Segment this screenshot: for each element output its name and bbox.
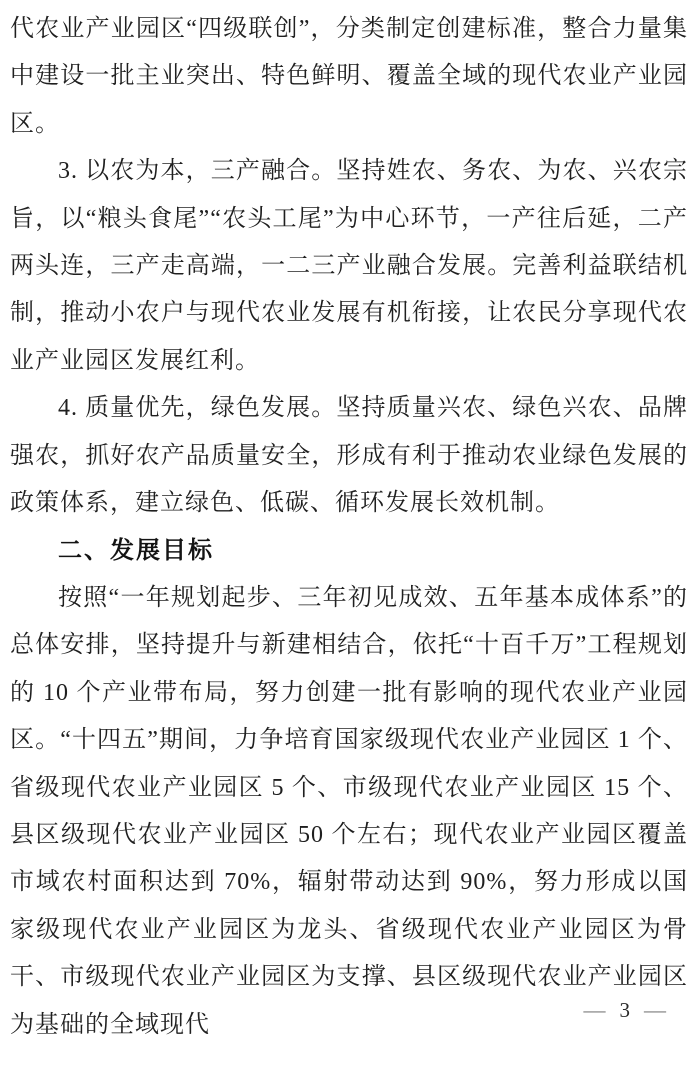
item-3-lead: 3. 以农为本，三产融合。	[58, 158, 337, 185]
page-number-dash-right: —	[644, 997, 666, 1022]
paragraph-item-4	[10, 385, 688, 527]
item-3-body: 坚持姓农、务农、为农、兴农宗旨，以“粮头食尾”“农头工尾”为中心环节，一产往后延，二产两头连，三产走高端，一二三产业融合发展。完善利益联结机制，推动小农户与现代农业发展有机衔接，让农民分享现代农业产业园区发展红利。	[10, 158, 688, 374]
paragraph-development-goals: 按照“一年规划起步、三年初见成效、五年基本成体系”的总体安排，坚持提升与新建相结合，依托“十百千万”工程规划的 10 个产业带布局，努力创建一批有影响的现代农业产业园区。“十四五”期间，力争培育国家级现代农业产业园区 1 个、省级现代农业产业园区 5 个、市级现代农业产业园区 15 个、县区级现代农业产业园区 50 个左右；现代农业产业园区覆盖市域农村面积达到 70%，辐射带动达到 90%，努力形成以国家级现代农业产业园区为龙头、省级现代农业产业园区为骨干、市级现代农业产业园区为支撑、县区级现代农业产业园区为基础的全域现代	[10, 584, 688, 1038]
item-4-body: 坚持质量兴农、绿色兴农、品牌强农，抓好农产品质量安全，形成有利于推动农业绿色发展的政策体系，建立绿色、低碳、循环发展长效机制。	[10, 395, 688, 517]
item-4-lead: 4. 质量优先，绿色发展。	[58, 395, 337, 422]
paragraph-continuation: 代农业产业园区“四级联创”，分类制定创建标准，整合力量集中建设一批主业突出、特色鲜明、覆盖全域的现代农业产业园区。	[10, 16, 688, 137]
page-number	[584, 996, 667, 1024]
page-number-value: 3	[619, 998, 630, 1022]
page-number-dash-left: —	[583, 997, 606, 1022]
section-heading: 二、发展目标	[58, 537, 214, 565]
paragraph-item-3	[10, 148, 688, 385]
